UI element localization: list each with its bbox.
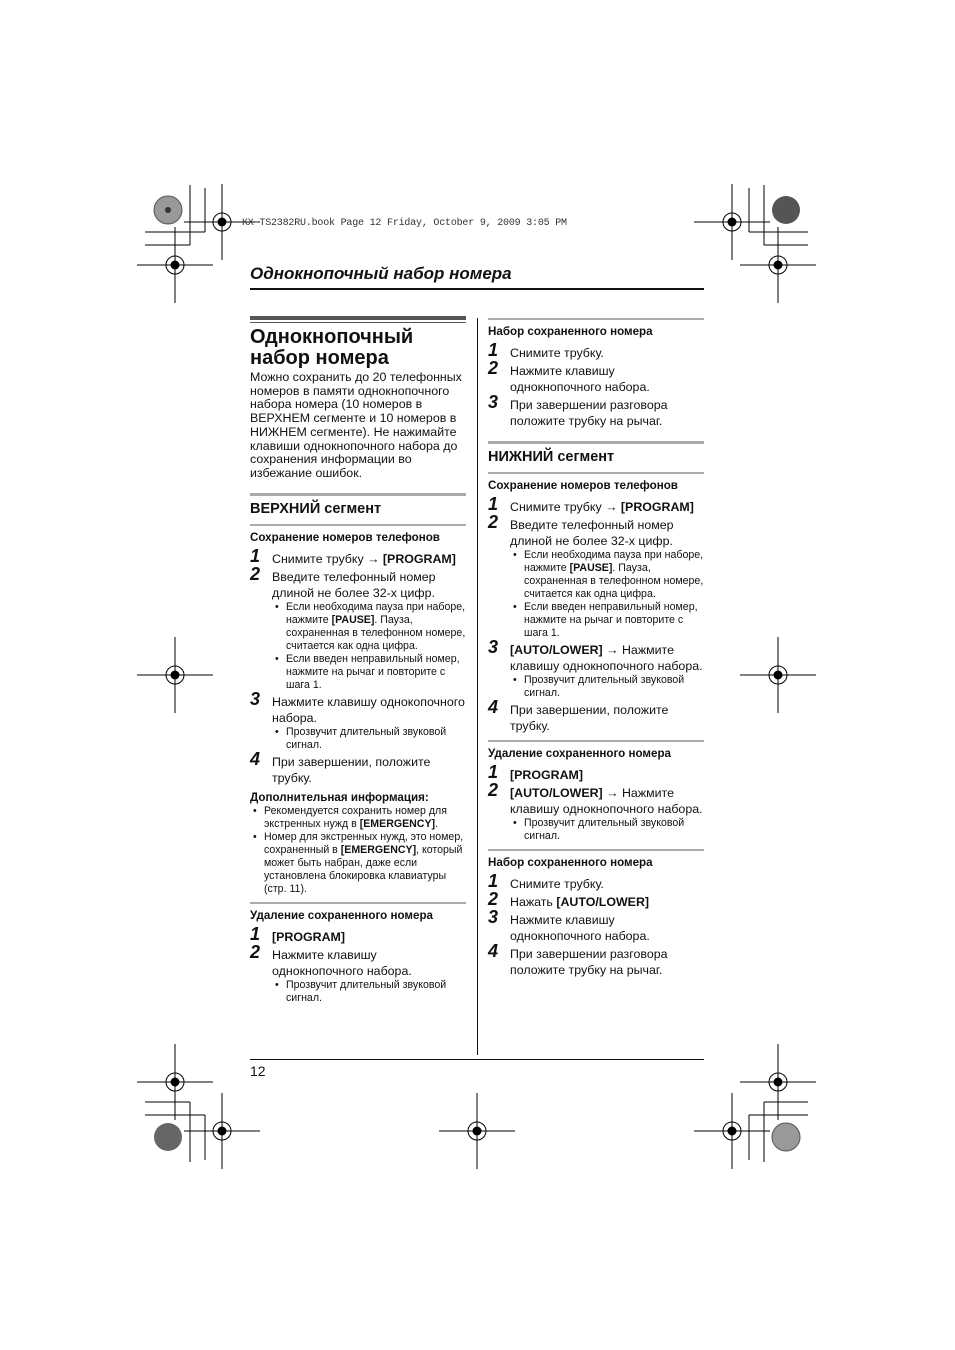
crosshair-mark: [694, 184, 770, 260]
text-segment: , который может быть набран, даже если установлена блокировка клавиатуры (стр. 11).: [264, 843, 463, 895]
segment-heading: ВЕРХНИЙ сегмент: [250, 493, 466, 518]
step-item: [488, 889, 704, 910]
step-text: [510, 397, 704, 429]
text-segment: Нажмите клавишу однокопочного набора.: [272, 694, 465, 725]
subsection-heading: Удаление сохраненного номера: [488, 740, 704, 761]
text-segment: . Пауза, сохраненная в телефонном номере, считается как одна цифра.: [524, 562, 704, 600]
text-segment: Введите телефонный номер длиной не более 32-х цифр.: [510, 518, 674, 548]
running-title: Однокнопочный набор номера: [250, 264, 512, 283]
step-text: [510, 785, 704, 817]
step-text: [510, 912, 704, 944]
step-text: [510, 499, 704, 515]
step-item: [250, 545, 466, 567]
note-bullet: [250, 831, 466, 896]
crosshair-mark: [694, 1093, 770, 1169]
crosshair-mark: [184, 1093, 260, 1169]
text-segment: Нажмите клавишу однокнопочного набора.: [510, 364, 650, 394]
left-column: [250, 316, 466, 1005]
step-note-bullet: [510, 549, 704, 601]
right-column: [488, 318, 704, 978]
section-title-text: [250, 322, 466, 369]
crosshair-mark: [137, 1044, 213, 1120]
subsection-heading: Сохранение номеров телефонов: [488, 472, 704, 493]
step-text: [510, 517, 704, 549]
crosshair-mark: [439, 1093, 515, 1169]
step-text: [510, 702, 704, 734]
step-text: [272, 551, 466, 567]
step-item: [488, 762, 704, 783]
step-text: [510, 894, 704, 910]
step-item: [488, 637, 704, 700]
text-segment: . Пауза, сохраненная в телефонном номере, считается как одна цифра.: [286, 613, 466, 652]
step-number: 2: [488, 358, 499, 378]
key-name: [PROGRAM]: [382, 551, 456, 566]
step-note-bullet: [510, 817, 704, 843]
step-text: [272, 569, 466, 601]
step-number: 1: [488, 871, 499, 891]
step-number: 1: [488, 340, 499, 360]
step-text: [510, 363, 704, 395]
text-segment: Если введен неправильный номер, нажмите на рычаг и повторите с шага 1.: [286, 652, 460, 691]
text-segment: .: [435, 817, 438, 830]
page-number: 12: [250, 1063, 266, 1079]
step-text: [272, 947, 466, 979]
step-number: 2: [250, 941, 261, 962]
text-segment: Прозвучит длительный звуковой сигнал.: [286, 725, 447, 751]
step-text: [272, 929, 466, 945]
subsection-heading: Набор сохраненного номера: [488, 318, 704, 339]
print-file-info: KX-TS2382RU.book Page 12 Friday, October 9, 2009 3:05 PM: [242, 218, 567, 229]
header-rule: [250, 288, 704, 290]
key-name: [PROGRAM]: [620, 500, 694, 514]
step-number: 3: [488, 392, 499, 412]
color-target-mark: [772, 1123, 800, 1151]
color-target-mark: [772, 196, 800, 224]
text-segment: При завершении, положите трубку.: [510, 703, 669, 733]
step-number: 4: [488, 697, 499, 717]
note-bullet: [250, 805, 466, 831]
section-title: [250, 316, 466, 369]
step-note-bullet: [272, 726, 466, 752]
step-number: 2: [488, 889, 499, 909]
crosshair-mark: [740, 1044, 816, 1120]
crosshair-mark: [137, 637, 213, 713]
crosshair-mark: [740, 227, 816, 303]
key-name: [EMERGENCY]: [359, 817, 436, 830]
step-number: 4: [488, 941, 499, 961]
step-text: [510, 642, 704, 674]
step-text: [510, 767, 704, 783]
step-number: 2: [250, 563, 261, 584]
step-number: 1: [250, 923, 261, 944]
text-segment: Снимите трубку.: [510, 346, 604, 360]
text-segment: Прозвучит длительный звуковой сигнал.: [524, 817, 685, 842]
step-item: [250, 941, 466, 1005]
step-item: [488, 512, 704, 640]
text-segment: → Нажмите клавишу однокнопочного набора.: [510, 643, 703, 673]
subsection-heading: Удаление сохраненного номера: [250, 902, 466, 923]
step-item: [488, 780, 704, 843]
step-text: [272, 694, 466, 726]
key-name: [EMERGENCY]: [340, 843, 417, 856]
key-name: [PROGRAM]: [510, 768, 583, 782]
color-target-mark: [154, 1123, 182, 1151]
key-name: [PAUSE]: [331, 613, 375, 626]
title-line: набор номера: [250, 347, 389, 369]
text-segment: При завершении, положите трубку.: [272, 754, 431, 785]
step-text: [510, 345, 704, 361]
footer-rule: [250, 1059, 704, 1060]
step-text: [510, 876, 704, 892]
step-item: [488, 340, 704, 361]
text-segment: Номер для экстренных нужд, это номер, сохраненный в: [264, 830, 464, 856]
text-segment: Снимите трубку →: [272, 551, 383, 566]
step-note-bullet: [272, 601, 466, 653]
step-item: [488, 871, 704, 892]
text-segment: Нажмите клавишу однокнопочного набора.: [510, 913, 650, 943]
column-divider: [477, 318, 478, 1055]
step-number: 2: [488, 512, 499, 532]
text-segment: Прозвучит длительный звуковой сигнал.: [524, 674, 685, 699]
text-segment: Если необходима пауза при наборе, нажмите: [524, 549, 704, 574]
step-number: 3: [250, 688, 261, 709]
step-number: 3: [488, 637, 499, 657]
text-segment: Если необходима пауза при наборе, нажмите: [286, 600, 466, 626]
key-name: [AUTO/LOWER]: [556, 895, 650, 909]
step-item: [250, 748, 466, 786]
step-item: [488, 941, 704, 978]
step-item: [250, 688, 466, 752]
text-segment: Если введен неправильный номер, нажмите на рычаг и повторите с шага 1.: [524, 601, 698, 639]
step-text: [272, 754, 466, 786]
subsection-heading: Сохранение номеров телефонов: [250, 524, 466, 545]
text-segment: → Нажмите клавишу однокнопочного набора.: [510, 786, 703, 816]
text-segment: При завершении разговора положите трубку на рычаг.: [510, 398, 668, 428]
intro-paragraph: Можно сохранить до 20 телефонных номеров в памяти однокнопочного набора номера (10 номеров в ВЕРХНЕМ сегменте и 10 номеров в НИЖНЕМ сегменте). Не нажимайте клавиши однокнопочного набора до сохранения информации во избежание ошибок.: [250, 370, 462, 480]
text-segment: При завершении разговора положите трубку на рычаг.: [510, 947, 668, 977]
step-note-bullet: [272, 653, 466, 692]
key-name: [AUTO/LOWER]: [510, 643, 603, 657]
step-number: 1: [488, 494, 499, 514]
subsection-heading: Набор сохраненного номера: [488, 849, 704, 870]
text-segment: Нажмите клавишу однокнопочного набора.: [272, 947, 412, 978]
step-item: [488, 907, 704, 944]
step-item: [250, 563, 466, 692]
step-item: [488, 392, 704, 429]
crosshair-mark: [137, 227, 213, 303]
text-segment: Нажать: [510, 895, 557, 909]
title-line: Однокнопочный: [250, 326, 414, 348]
step-text: [510, 946, 704, 978]
text-segment: Прозвучит длительный звуковой сигнал.: [286, 978, 447, 1004]
segment-heading: НИЖНИЙ сегмент: [488, 441, 704, 466]
step-note-bullet: [510, 601, 704, 640]
text-segment: Снимите трубку.: [510, 877, 604, 891]
step-number: 1: [250, 545, 261, 566]
step-item: [488, 358, 704, 395]
text-segment: Снимите трубку →: [510, 500, 621, 514]
additional-info-heading: Дополнительная информация:: [250, 790, 429, 804]
step-item: [488, 494, 704, 515]
crosshair-mark: [740, 637, 816, 713]
step-number: 4: [250, 748, 261, 769]
step-item: [250, 923, 466, 945]
step-note-bullet: [510, 674, 704, 700]
text-segment: Введите телефонный номер длиной не более 32-х цифр.: [272, 569, 436, 600]
key-name: [AUTO/LOWER]: [510, 786, 603, 800]
key-name: [PROGRAM]: [272, 929, 345, 944]
text-segment: Рекомендуется сохранить номер для экстренных нужд в: [264, 804, 447, 830]
step-note-bullet: [272, 979, 466, 1005]
step-number: 2: [488, 780, 499, 800]
step-item: [488, 697, 704, 734]
key-name: [PAUSE]: [569, 562, 613, 574]
step-number: 1: [488, 762, 499, 782]
step-number: 3: [488, 907, 499, 927]
